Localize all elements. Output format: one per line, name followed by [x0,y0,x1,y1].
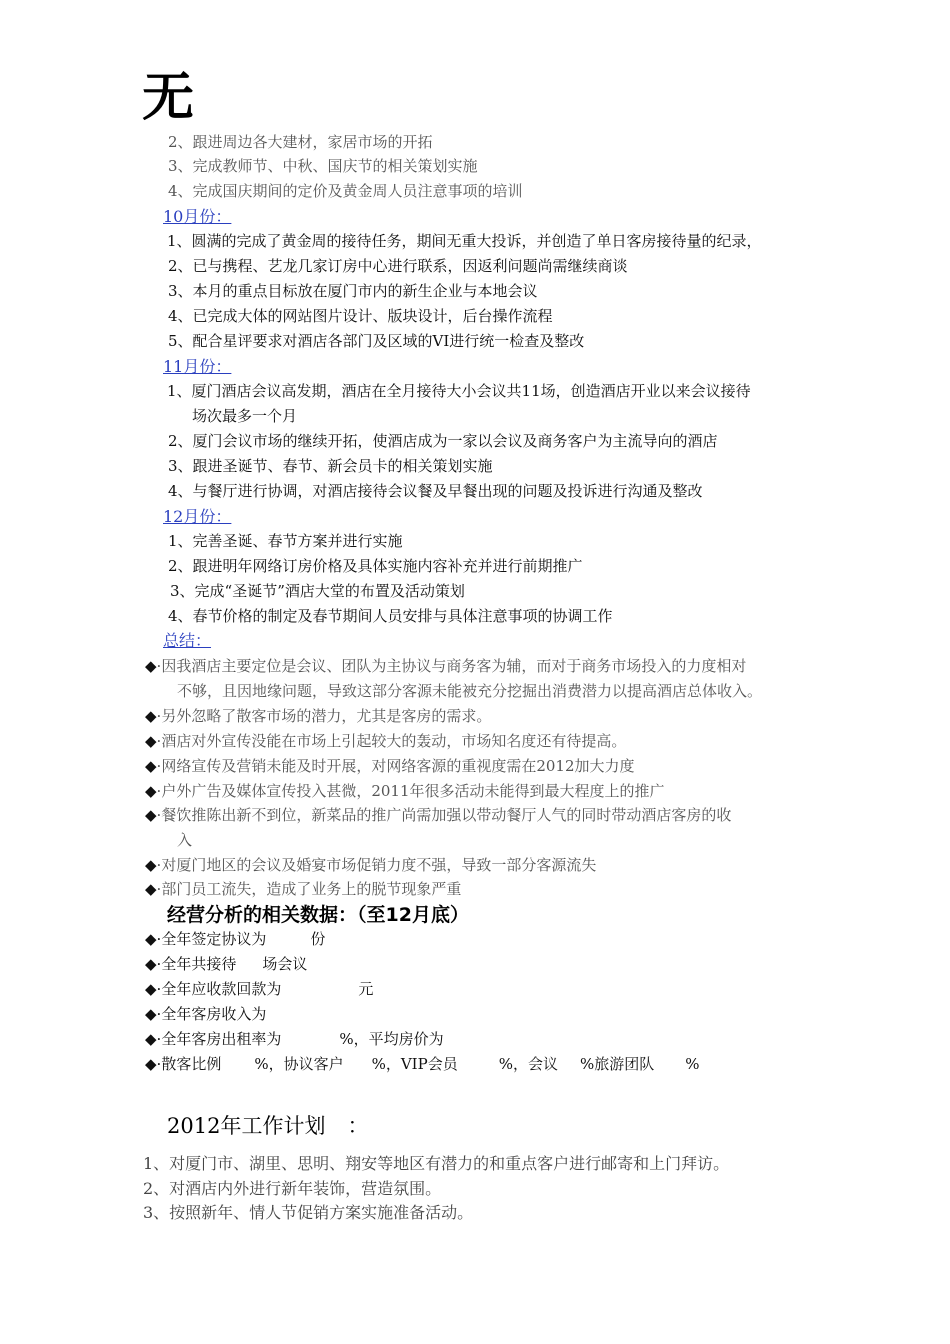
diamond-bullet-icon: ◆ [145,980,157,998]
diamond-bullet-icon: ◆ [145,732,157,750]
summary-item: ◆·对厦门地区的会议及婚宴市场促销力度不强，导致一部分客源流失 [145,856,597,874]
plan-title: 2012年工作计划 ： [167,1114,369,1138]
analysis-row: ◆·全年客房收入为 [145,1005,267,1023]
analysis-row: ◆·全年客房出租率为 %，平均房价为 [145,1030,444,1048]
list-item: 2、厦门会议市场的继续开拓，使酒店成为一家以会议及商务客户为主流导向的酒店 [168,432,718,450]
diamond-bullet-icon: ◆ [145,806,157,824]
analysis-row: ◆·全年签定协议为 份 [145,930,326,948]
list-item: 3、完成“圣诞节”酒店大堂的布置及活动策划 [170,582,465,600]
list-item: 3、完成教师节、中秋、国庆节的相关策划实施 [168,157,478,175]
list-item: 5、配合星评要求对酒店各部门及区域的VI进行统一检查及整改 [168,332,585,350]
list-item: 3、本月的重点目标放在厦门市内的新生企业与本地会议 [168,282,538,300]
summary-heading: 总结： [163,631,212,650]
plan-item: 3、按照新年、情人节促销方案实施准备活动。 [143,1203,474,1222]
analysis-row: ◆·全年应收款回款为 元 [145,980,374,998]
diamond-bullet-icon: ◆ [145,856,157,874]
analysis-row: ◆·全年共接待 场会议 [145,955,308,973]
list-item: 3、跟进圣诞节、春节、新会员卡的相关策划实施 [168,457,493,475]
list-item: 1、完善圣诞、春节方案并进行实施 [168,532,403,550]
plan-item: 2、对酒店内外进行新年装饰，营造氛围。 [143,1179,442,1198]
diamond-bullet-icon: ◆ [145,1055,157,1073]
list-item: 4、完成国庆期间的定价及黄金周人员注意事项的培训 [168,182,523,200]
page-heading: 无 [142,68,195,128]
summary-item: ◆·餐饮推陈出新不到位，新菜品的推广尚需加强以带动餐厅人气的同时带动酒店客房的收 [145,806,732,824]
diamond-bullet-icon: ◆ [145,930,157,948]
diamond-bullet-icon: ◆ [145,782,157,800]
list-item: 4、与餐厅进行协调，对酒店接待会议餐及早餐出现的问题及投诉进行沟通及整改 [168,482,703,500]
summary-item: ◆·因我酒店主要定位是会议、团队为主协议与商务客为辅，而对于商务市场投入的力度相对 [145,657,747,675]
summary-item-continuation: 入 [177,831,193,849]
list-item: 2、跟进明年网络订房价格及具体实施内容补充并进行前期推广 [168,557,583,575]
list-item: 2、已与携程、艺龙几家订房中心进行联系，因返利问题尚需继续商谈 [168,257,628,275]
month-heading-december: 12月份： [163,507,232,526]
list-item: 2、跟进周边各大建材，家居市场的开拓 [168,133,433,151]
summary-item: ◆·另外忽略了散客市场的潜力，尤其是客房的需求。 [145,707,492,725]
summary-item: ◆·户外广告及媒体宣传投入甚微，2011年很多活动未能得到最大程度上的推广 [145,782,665,800]
analysis-row: ◆·散客比例 %，协议客户 %，VIP会员 %，会议 %旅游团队 % [145,1055,700,1073]
list-item: 场次最多一个月 [192,407,298,425]
diamond-bullet-icon: ◆ [145,1030,157,1048]
summary-item: ◆·网络宣传及营销未能及时开展，对网络客源的重视度需在2012加大力度 [145,757,635,775]
diamond-bullet-icon: ◆ [145,1005,157,1023]
summary-item: ◆·酒店对外宣传没能在市场上引起较大的轰动，市场知名度还有待提高。 [145,732,627,750]
diamond-bullet-icon: ◆ [145,657,157,675]
analysis-title: 经营分析的相关数据：（至12月底） [167,904,469,926]
list-item: 1、厦门酒店会议高发期，酒店在全月接待大小会议共11场，创造酒店开业以来会议接待 [167,382,751,400]
list-item: 1、圆满的完成了黄金周的接待任务，期间无重大投诉，并创造了单日客房接待量的纪录， [167,232,762,250]
list-item: 4、春节价格的制定及春节期间人员安排与具体注意事项的协调工作 [168,607,613,625]
summary-item: ◆·部门员工流失，造成了业务上的脱节现象严重 [145,880,462,898]
month-heading-november: 11月份： [163,357,232,376]
diamond-bullet-icon: ◆ [145,707,157,725]
list-item: 4、已完成大体的网站图片设计、版块设计，后台操作流程 [168,307,553,325]
diamond-bullet-icon: ◆ [145,955,157,973]
diamond-bullet-icon: ◆ [145,757,157,775]
plan-item: 1、对厦门市、湖里、思明、翔安等地区有潜力的和重点客户进行邮寄和上门拜访。 [143,1154,730,1173]
diamond-bullet-icon: ◆ [145,880,157,898]
summary-item-continuation: 不够，且因地缘问题，导致这部分客源未能被充分挖掘出消费潜力以提高酒店总体收入。 [177,682,763,700]
month-heading-october: 10月份： [163,207,232,226]
